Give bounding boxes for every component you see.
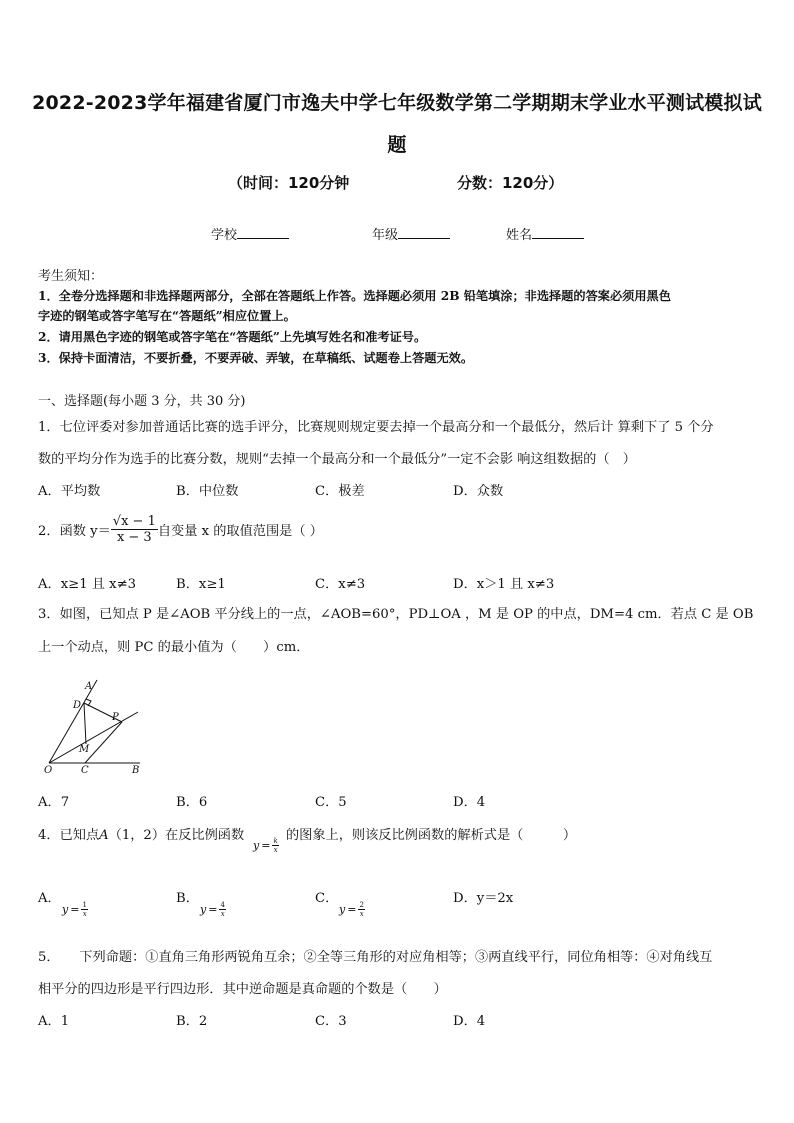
right-angle-mark <box>86 699 91 706</box>
grade-blank <box>398 226 450 239</box>
q5-option-b: B．2 <box>176 1014 208 1029</box>
q1-option-d: D．众数 <box>453 484 504 499</box>
exam-title-line1: 2022-2023学年福建省厦门市逸夫中学七年级数学第二学期期末学业水平测试模拟试 <box>32 92 762 114</box>
notice-item-3: 3．保持卡面清洁，不要折叠，不要弄破、弄皱，在草稿纸、试题卷上答题无效。 <box>38 351 474 365</box>
q4-option-b-label: B． <box>176 891 199 906</box>
q4-func-eq: = <box>261 839 271 852</box>
q4-func-y: y <box>253 839 260 852</box>
q4-b-den: x <box>220 910 225 918</box>
q4-func-num: k <box>273 837 278 845</box>
q4-option-a-label: A． <box>38 891 61 906</box>
label-o: O <box>44 765 53 776</box>
q4-option-c-formula <box>339 901 365 918</box>
q1-line1: 1．七位评委对参加普通话比赛的选手评分，比赛规则规定要去掉一个最高分和一个最低分，然后计 算剩下了 5 个分 <box>38 420 714 435</box>
q4-func-fraction <box>272 837 278 854</box>
q4-a-num: 1 <box>82 901 87 909</box>
section-heading: 一、选择题(每小题 3 分，共 30 分) <box>38 394 246 409</box>
q3-option-d: D．4 <box>453 795 486 810</box>
grade-label: 年级 <box>372 228 399 243</box>
school-blank <box>237 226 289 239</box>
q4-point: A <box>99 828 109 843</box>
q2-fraction <box>111 514 158 545</box>
exam-score: 分数：120分） <box>457 174 564 192</box>
label-b: B <box>132 765 140 776</box>
name-label: 姓名 <box>506 228 533 243</box>
q4-text-post: 的图象上，则该反比例函数的解析式是（ ） <box>286 828 577 843</box>
exam-title-line2: 题 <box>387 134 407 156</box>
q5-option-a: A．1 <box>38 1014 70 1029</box>
name-blank <box>532 226 584 239</box>
q3-geometry-figure <box>40 672 160 776</box>
grade-field <box>372 224 450 243</box>
q4-a-eq: = <box>70 903 80 916</box>
q4-b-fraction <box>219 901 225 918</box>
q1-option-a: A．平均数 <box>38 484 101 499</box>
notice-item-1b: 字迹的钢笔或答字笔写在“答题纸”相应位置上。 <box>38 309 296 323</box>
q3-line2: 上一个动点，则 PC 的最小值为（ ）cm． <box>38 640 310 655</box>
q4-text-pre: 4．已知点 <box>38 828 100 843</box>
label-m: M <box>79 744 90 755</box>
q3-option-a: A．7 <box>38 795 70 810</box>
q2-stem <box>38 514 323 545</box>
q4-c-eq: = <box>347 903 357 916</box>
q2-option-b: B．x≥1 <box>176 577 226 592</box>
notice-item-1a: 1．全卷分选择题和非选择题两部分，全部在答题纸上作答。选择题必须用 2B 铅笔填涂；非选择题的答案必须用黑色 <box>38 289 671 303</box>
name-field <box>506 224 584 243</box>
q4-a-fraction <box>81 901 87 918</box>
q4-c-den: x <box>359 910 364 918</box>
q4-c-fraction <box>358 901 364 918</box>
q4-stem-part1 <box>38 824 244 843</box>
q4-a-y: y <box>62 903 69 916</box>
label-c: C <box>81 765 89 776</box>
q4-a-den: x <box>82 910 87 918</box>
school-field <box>211 224 289 243</box>
notice-item-2: 2．请用黑色字迹的钢笔或答字笔在“答题纸”上先填写姓名和准考证号。 <box>38 330 427 344</box>
q4-option-b-formula <box>200 901 226 918</box>
exam-time: （时间：120分钟 <box>228 174 350 192</box>
q4-b-eq: = <box>208 903 218 916</box>
ray-oa <box>49 680 97 763</box>
q4-option-a-formula <box>62 901 88 918</box>
school-label: 学校 <box>211 228 238 243</box>
q2-numerator: √x − 1 <box>112 514 156 529</box>
label-d: D <box>73 700 82 711</box>
label-p: P <box>112 712 119 723</box>
q3-option-c: C．5 <box>315 795 347 810</box>
bisector-op <box>49 712 138 763</box>
q2-option-d: D．x＞1 且 x≠3 <box>453 577 555 592</box>
q4-c-y: y <box>339 903 346 916</box>
q1-option-b: B．中位数 <box>176 484 239 499</box>
q1-line2: 数的平均分作为选手的比赛分数，规则“去掉一个最高分和一个最低分”一定不会影 响这组数据的（ ） <box>38 452 636 467</box>
q5-line2: 相平分的四边形是平行四边形．其中逆命题是真命题的个数是（ ） <box>38 982 447 997</box>
q1-option-c: C．极差 <box>315 484 365 499</box>
q4-text-mid: （1，2）在反比例函数 <box>108 828 245 843</box>
q4-option-d: D．y＝2x <box>453 891 514 906</box>
q2-suffix: 自变量 x 的取值范围是（ ） <box>157 524 323 539</box>
q4-b-y: y <box>200 903 207 916</box>
q4-b-num: 4 <box>220 901 225 909</box>
q3-option-b: B．6 <box>176 795 208 810</box>
segment-dm <box>84 703 86 744</box>
q2-prefix: 2．函数 y＝ <box>38 524 111 539</box>
q3-line1: 3．如图，已知点 P 是∠AOB 平分线上的一点，∠AOB=60°，PD⊥OA ，M 是 OP 的中点，DM=4 cm．若点 C 是 OB <box>38 607 754 622</box>
q4-c-num: 2 <box>359 901 364 909</box>
q5-option-c: C．3 <box>315 1014 347 1029</box>
q2-option-c: C．x≠3 <box>315 577 366 592</box>
q4-func-den: x <box>273 846 278 854</box>
q2-option-a: A．x≥1 且 x≠3 <box>38 577 137 592</box>
q4-option-c-label: C． <box>315 891 339 906</box>
q5-line1: 5． 下列命题：①直角三角形两锐角互余；②全等三角形的对应角相等；③两直线平行，同位角相等：④对角线互 <box>38 950 713 965</box>
label-a: A <box>85 681 93 692</box>
q5-option-d: D．4 <box>453 1014 486 1029</box>
segment-pc <box>85 722 122 763</box>
q2-denominator: x − 3 <box>116 530 152 545</box>
notice-heading: 考生须知： <box>38 269 104 284</box>
q4-function-formula <box>253 837 279 854</box>
